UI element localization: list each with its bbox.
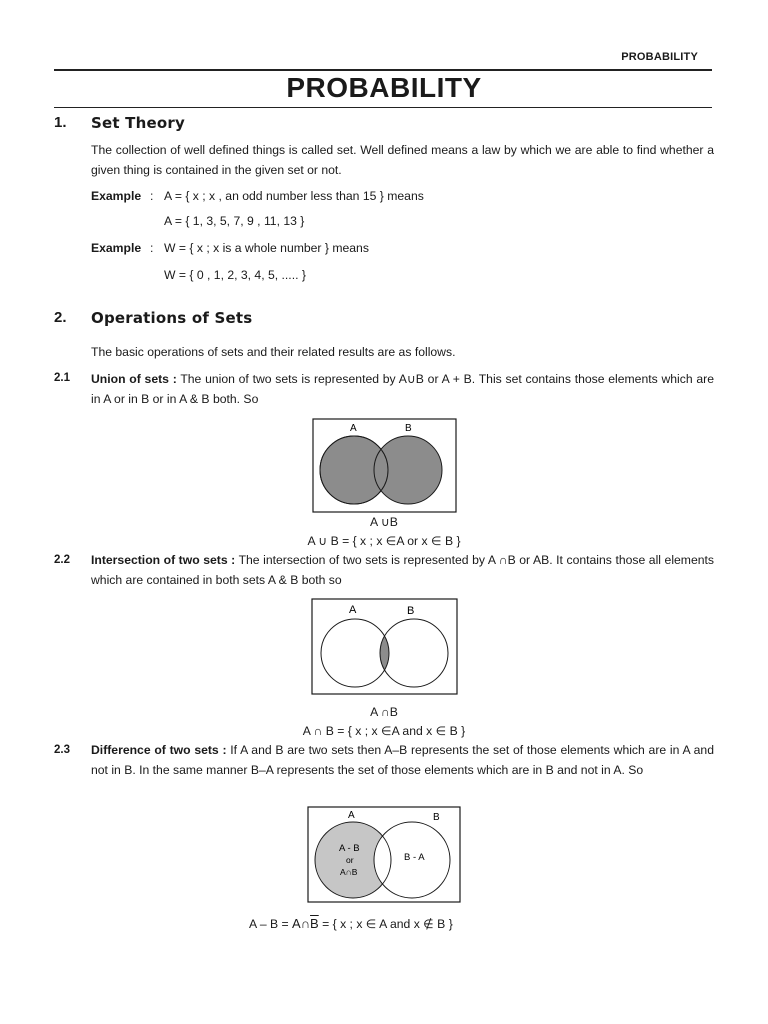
difference-venn-diagram	[307, 806, 462, 904]
section-1-intro: The collection of well defined things is called set. Well defined means a law by which we are able to find whether a given thing is contained in the given set or not.	[91, 143, 714, 177]
subsection-2-2-number: 2.2	[54, 554, 70, 566]
example-2-elements: W = { 0 , 1, 2, 3, 4, 5, ..... }	[164, 268, 306, 282]
section-2-number: 2.	[54, 309, 67, 326]
union-label-a: A	[350, 423, 357, 434]
difference-formula-mid-a: A∩	[292, 916, 311, 931]
section-2-intro: The basic operations of sets and their related results are as follows.	[91, 345, 456, 359]
difference-text: If A and B are two sets then A–B represents the set of those elements which are in A and not in B. In the same manner B–A represents the set of those elements which are in B and not in A. So	[91, 743, 714, 777]
union-venn-diagram	[312, 418, 458, 514]
union-paragraph	[91, 370, 714, 409]
intersection-venn-diagram	[311, 598, 459, 696]
difference-region-b: B - A	[404, 852, 425, 863]
union-formula: A ∪ B = { x ; x ∈A or x ∈ B }	[307, 534, 461, 548]
example-1-colon: :	[150, 189, 154, 203]
intersection-label-b: B	[407, 605, 415, 617]
difference-label-b: B	[433, 812, 440, 823]
header-rule-top	[54, 69, 712, 71]
page-title: PROBABILITY	[286, 72, 482, 103]
example-1-definition: A = { x ; x , an odd number less than 15 } means	[164, 189, 424, 203]
intersection-text: The intersection of two sets is represented by A ∩B or AB. It contains those all elements which are contained in both sets A & B both so	[91, 553, 714, 587]
subsection-2-3-number: 2.3	[54, 744, 70, 756]
intersection-caption: A ∩B	[370, 705, 398, 719]
difference-region-a-line3: A∩B	[340, 867, 358, 877]
union-heading: Union of sets :	[91, 372, 177, 386]
difference-formula-complement-b: $\overline{B}$	[310, 916, 319, 931]
intersection-label-a: A	[349, 604, 357, 616]
difference-formula	[249, 916, 453, 931]
difference-region-a-line1: A - B	[339, 843, 360, 854]
union-set-b	[374, 436, 442, 504]
difference-region-a-line2: or	[346, 855, 354, 865]
difference-formula-right: = { x ; x ∈ A and x ∉ B }	[322, 917, 453, 931]
union-caption: A ∪B	[370, 515, 398, 529]
intersection-heading: Intersection of two sets :	[91, 553, 236, 567]
section-1-title: Set Theory	[91, 114, 185, 132]
section-2-title: Operations of Sets	[91, 309, 253, 327]
difference-heading: Difference of two sets :	[91, 743, 227, 757]
section-1-number: 1.	[54, 114, 67, 131]
intersection-paragraph	[91, 551, 714, 590]
union-label-b: B	[405, 423, 412, 434]
union-text: The union of two sets is represented by A∪B or A + B. This set contains those elements which are in A or in B or in A & B both. So	[91, 372, 715, 406]
difference-formula-left: A – B =	[249, 917, 293, 931]
example-2-label: Example	[91, 241, 142, 255]
running-header: PROBABILITY	[621, 51, 698, 63]
difference-label-a: A	[348, 810, 355, 821]
example-2-colon: :	[150, 241, 154, 255]
header-rule-bottom	[54, 107, 712, 108]
example-1-label: Example	[91, 189, 142, 203]
example-1-elements: A = { 1, 3, 5, 7, 9 , 11, 13 }	[164, 214, 305, 228]
difference-paragraph	[91, 741, 714, 780]
example-2-definition: W = { x ; x is a whole number } means	[164, 241, 369, 255]
intersection-formula: A ∩ B = { x ; x ∈A and x ∈ B }	[302, 724, 466, 738]
subsection-2-1-number: 2.1	[54, 372, 70, 384]
